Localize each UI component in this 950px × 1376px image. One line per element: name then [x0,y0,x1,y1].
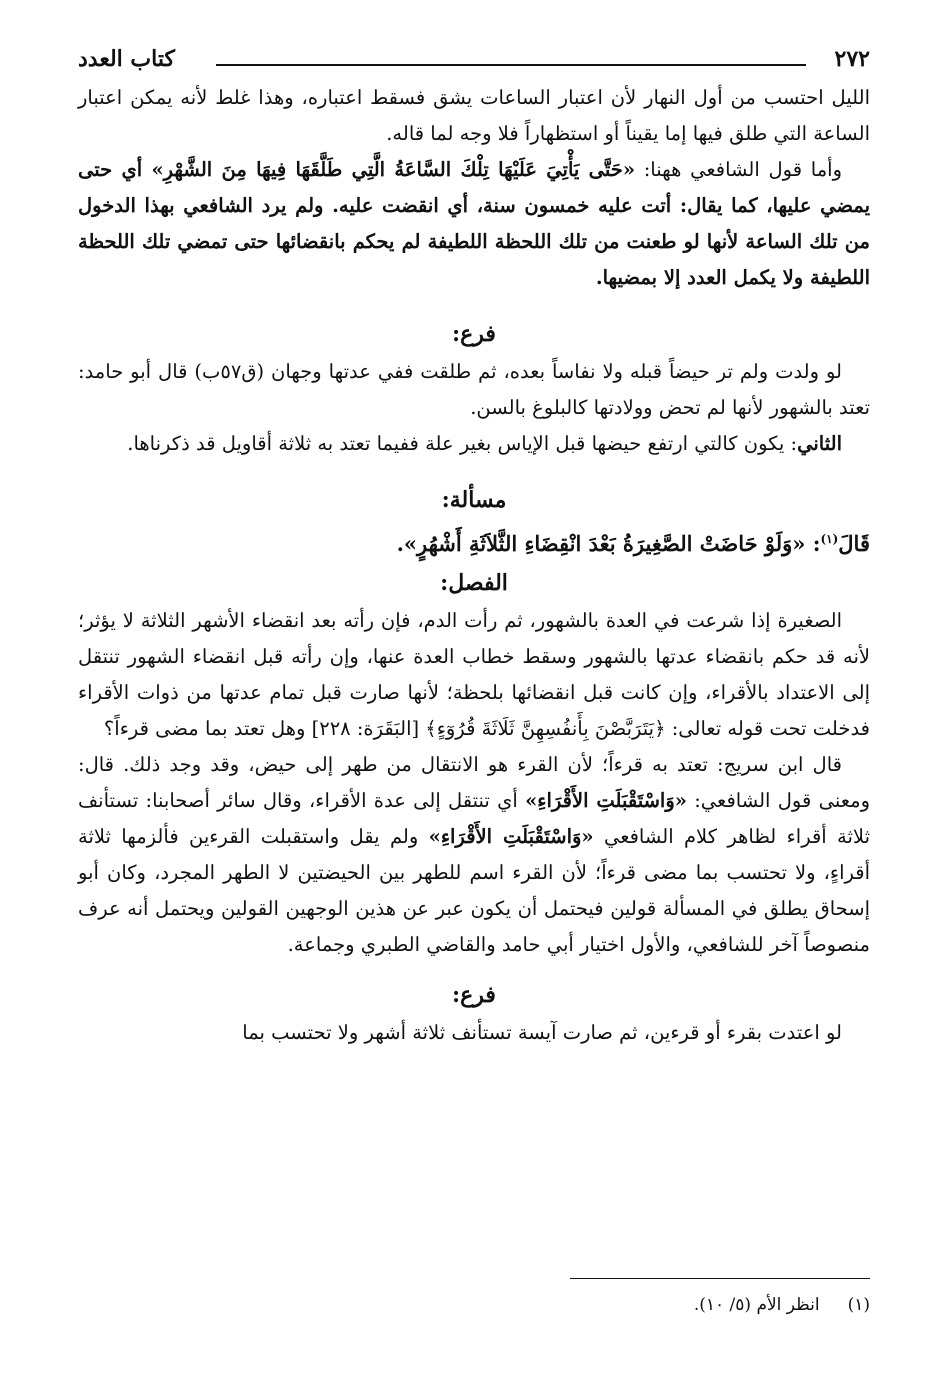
paragraph-2-rest: أي حتى يمضي عليها، كما يقال: أتت عليه خمسون سنة، أي انقضت عليه. ولم يرد الشافعي بهذا الدخول من تلك الساعة لأنها لو طعنت من تلك اللحظة اللطيفة لم يحكم بانقضائها حتى تمضي تلك اللحظة اللطيفة ولا يكمل العدد إلا بمضيها. [78,158,870,289]
shafii-quote: «حَتَّى يَأْتِيَ عَلَيْهَا تِلْكَ السَّاعَةُ الَّتِي طَلَّقَهَا فِيهَا مِنَ الشَّهْرِ» [151,158,636,181]
page-header [78,40,870,80]
footnote-ref: (١) [820,532,839,546]
paragraph-7: لو اعتدت بقرء أو قرءين، ثم صارت آيسة تستأنف ثلاثة أشهر ولا تحتسب بما [242,1021,842,1044]
running-title: كتاب العدد [78,46,175,72]
qal-line [78,520,870,563]
paragraph-1: الليل احتسب من أول النهار لأن اعتبار الساعات يشق فسقط اعتباره، وهذا غلط لأنه يمكن اعتبار الساعة التي طلق فيها إما يقيناً أو استظهاراً فلا وجه لما قاله. [78,86,870,145]
paragraph-3: لو ولدت ولم تر حيضاً قبله ولا نفاساً بعده، ثم طلقت ففي عدتها وجهان (ق٥٧ب) قال أبو حامد: تعتد بالشهور لأنها لم تحض وولادتها كالبلوغ بالسن. [78,360,870,419]
book-page [78,40,870,1340]
heading-fasl: الفصل: [440,570,508,596]
paragraph-6-b: أي تنتقل إلى عدة الأقراء، وقال سائر أصحابنا: تستأنف ثلاثة أقراء لظاهر كلام الشافعي [78,789,870,848]
footnote-text: انظر الأم (٥/ ١٠). [693,1295,820,1315]
paragraph-4 [78,426,870,462]
paragraph-4-rest: : يكون كالتي ارتفع حيضها قبل الإياس بغير علة ففيما تعتد به ثلاثة أقاويل قد ذكرناها. [127,432,798,455]
paragraph-2-lead: وأما قول الشافعي ههنا: [635,158,842,181]
paragraph-6 [78,747,870,963]
heading-masala: مسألة: [441,487,507,513]
qal-label: قَالَ [838,531,870,556]
header-rule [216,64,806,66]
paragraph-2 [78,152,870,296]
footnote-rule [570,1278,870,1279]
paragraph-4-lead: الثاني [797,432,842,455]
paragraph-6-c: ولم يقل واستقبلت القرءين فألزمها ثلاثة أقراءٍ، ولا تحتسب بما مضى قرءاً؛ لأن القرء اسم للطهر بين الحيضتين لا الطهر المجرد، وكان أبو إسحاق يطلق في المسألة قولين فيحتمل أن يكون عبر عن هذين الوجهين القولين ويحتمل أنه عرف منصوصاً آخر للشافعي، والأول اختيار أبي حامد والقاضي الطبري وجماعة. [78,825,870,956]
page-number: ٢٧٢ [834,46,870,72]
footnote-number: (١) [847,1295,870,1315]
qal-quote: : «وَلَوْ حَاضَتْ الصَّغِيرَةُ بَعْدَ انْقِضَاءِ الثَّلاَثَةِ أَشْهُرٍ». [396,531,821,556]
heading-far-2: فرع: [452,982,496,1008]
quote-istaqbalat-1: «وَاسْتَقْبَلَتِ الأَقْرَاءِ» [525,789,687,812]
quote-istaqbalat-2: «وَاسْتَقْبَلَتِ الأَقْرَاءِ» [428,825,594,848]
paragraph-5: الصغيرة إذا شرعت في العدة بالشهور، ثم رأت الدم، فإن رأته بعد انقضاء الأشهر الثلاثة لا يؤثر؛ لأنه قد حكم بانقضاء عدتها بالشهور وسقط خطاب العدة عنها، وإن رأته قبل انقضاء الشهور تنتقل إلى الاعتداد بالأقراء، وإن كانت قبل انقضائها بلحظة؛ لأنها صارت قبل تمام عدتها من ذوات الأقراء فدخلت تحت قوله تعالى: ﴿يَتَرَبَّصْنَ بِأَنفُسِهِنَّ ثَلَاثَةَ قُرُوٓءٍ﴾ [البَقَرَة: ٢٢٨] وهل تعتد بما مضى قرءاً؟ [78,609,870,740]
paragraph-6-a: قال ابن سريج: تعتد به قرءاً؛ لأن القرء هو الانتقال من طهر إلى حيض، وقد وجد ذلك. قال: ومعنى قول الشافعي: [78,753,870,812]
heading-far-1: فرع: [452,321,496,347]
footnote [694,1290,870,1320]
